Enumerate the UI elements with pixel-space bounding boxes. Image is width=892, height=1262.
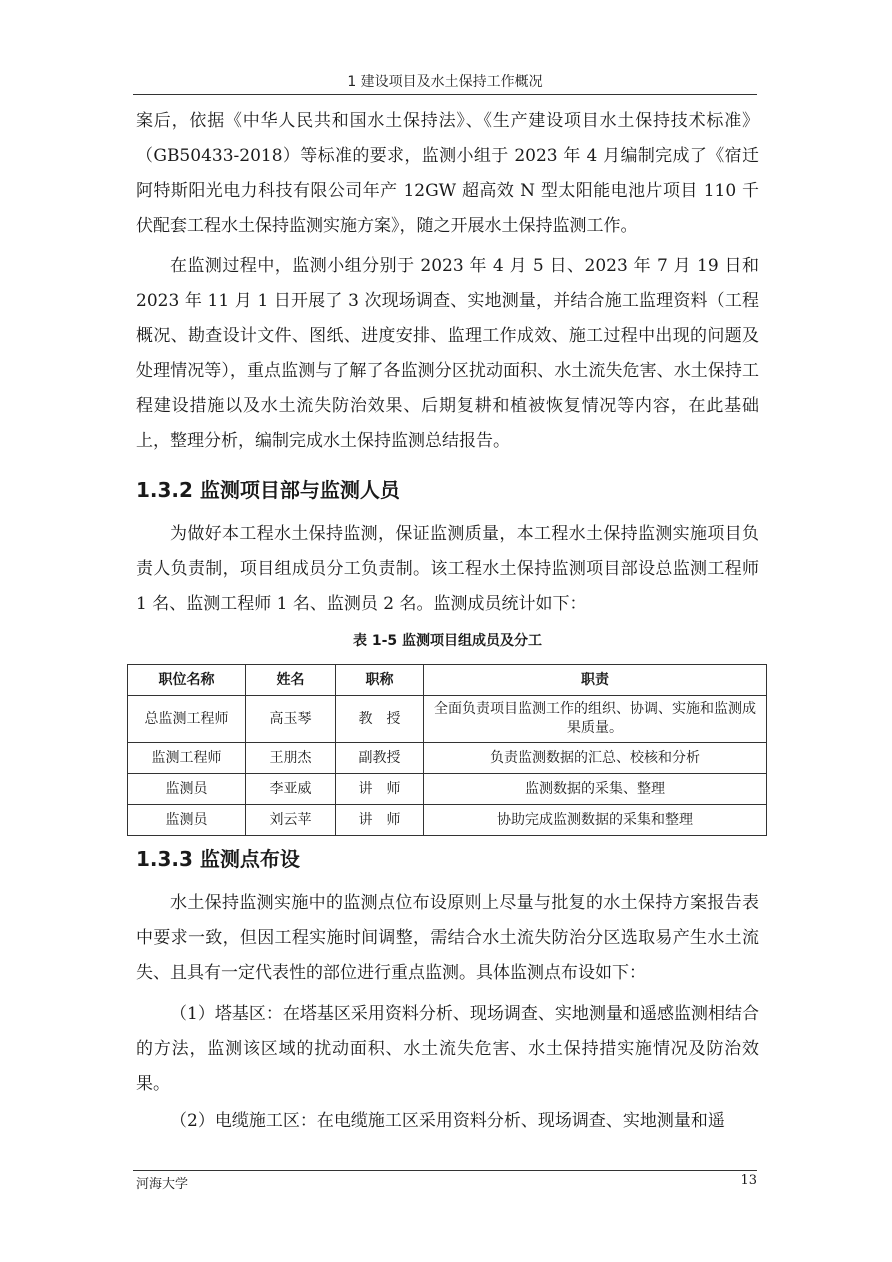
cell-duties: 监测数据的采集、整理 (424, 774, 767, 805)
cell-name: 高玉琴 (246, 696, 336, 743)
paragraph-tower-base-area: （1）塔基区：在塔基区采用资料分析、现场调查、实地测量和遥感监测相结合的方法，监测该区域的扰动面积、水土流失危害、水土保持措实施情况及防治效果。 (136, 1004, 759, 1094)
section-heading-1-3-2: 1.3.2 监测项目部与监测人员 (136, 478, 400, 502)
cell-title: 讲 师 (336, 805, 424, 836)
paragraph-project-team: 为做好本工程水土保持监测，保证监测质量，本工程水土保持监测实施项目负责人负责制，项目组成员分工负责制。该工程水土保持监测项目部设总监测工程师 1 名、监测工程师 1 名、监测员 2 名。监测成员统计如下： (136, 524, 759, 614)
cell-duties: 协助完成监测数据的采集和整理 (424, 805, 767, 836)
cell-position: 监测员 (128, 805, 246, 836)
table-caption: 表 1-5 监测项目组成员及分工 (352, 633, 543, 649)
cell-title: 副教授 (336, 743, 424, 774)
cell-title: 教 授 (336, 696, 424, 743)
paragraph-intro-continued: 案后，依据《中华人民共和国水土保持法》、《生产建设项目水土保持技术标准》（GB50433-2018）等标准的要求，监测小组于 2023 年 4 月编制完成了《宿迁阿特斯阳光电力科技有限公司年产 12GW 超高效 N 型太阳能电池片项目 110 千伏配套工程水土保持监测实施方案》，随之开展水土保持监测工作。 (136, 111, 759, 236)
column-header-title: 职称 (336, 665, 424, 696)
header-rule (133, 94, 757, 95)
members-table (127, 664, 767, 836)
cell-position: 总监测工程师 (128, 696, 246, 743)
cell-name: 刘云苹 (246, 805, 336, 836)
paragraph-monitoring-process: 在监测过程中，监测小组分别于 2023 年 4 月 5 日、2023 年 7 月 19 日和 2023 年 11 月 1 日开展了 3 次现场调查、实地测量，并结合施工监理资料（工程概况、勘查设计文件、图纸、进度安排、监理工作成效、施工过程中出现的问题及处理情况等），重点监测与了解了各监测分区扰动面积、水土流失危害、水土保持工程建设措施以及水土流失防治效果、后期复耕和植被恢复情况等内容，在此基础上，整理分析，编制完成水土保持监测总结报告。 (136, 256, 759, 451)
table-row (128, 696, 767, 743)
footer-rule (133, 1170, 757, 1171)
paragraph-cable-construction-area: （2）电缆施工区：在电缆施工区采用资料分析、现场调查、实地测量和遥 (170, 1111, 725, 1131)
column-header-name: 姓名 (246, 665, 336, 696)
column-header-position: 职位名称 (128, 665, 246, 696)
cell-title: 讲 师 (336, 774, 424, 805)
table-row (128, 805, 767, 836)
cell-position: 监测员 (128, 774, 246, 805)
table-row (128, 774, 767, 805)
table-header-row (128, 665, 767, 696)
page-number: 13 (740, 1173, 757, 1188)
running-header: 1 建设项目及水土保持工作概况 (347, 74, 543, 90)
column-header-duties: 职责 (424, 665, 767, 696)
footer-institution: 河海大学 (136, 1177, 189, 1192)
cell-name: 李亚威 (246, 774, 336, 805)
cell-duties: 负责监测数据的汇总、校核和分析 (424, 743, 767, 774)
paragraph-point-layout: 水土保持监测实施中的监测点位布设原则上尽量与批复的水土保持方案报告表中要求一致，但因工程实施时间调整，需结合水土流失防治分区选取易产生水土流失、且具有一定代表性的部位进行重点监测。具体监测点布设如下： (136, 893, 759, 983)
cell-position: 监测工程师 (128, 743, 246, 774)
table-row (128, 743, 767, 774)
cell-name: 王朋杰 (246, 743, 336, 774)
cell-duties: 全面负责项目监测工作的组织、协调、实施和监测成果质量。 (424, 696, 767, 743)
section-heading-1-3-3: 1.3.3 监测点布设 (136, 847, 300, 871)
